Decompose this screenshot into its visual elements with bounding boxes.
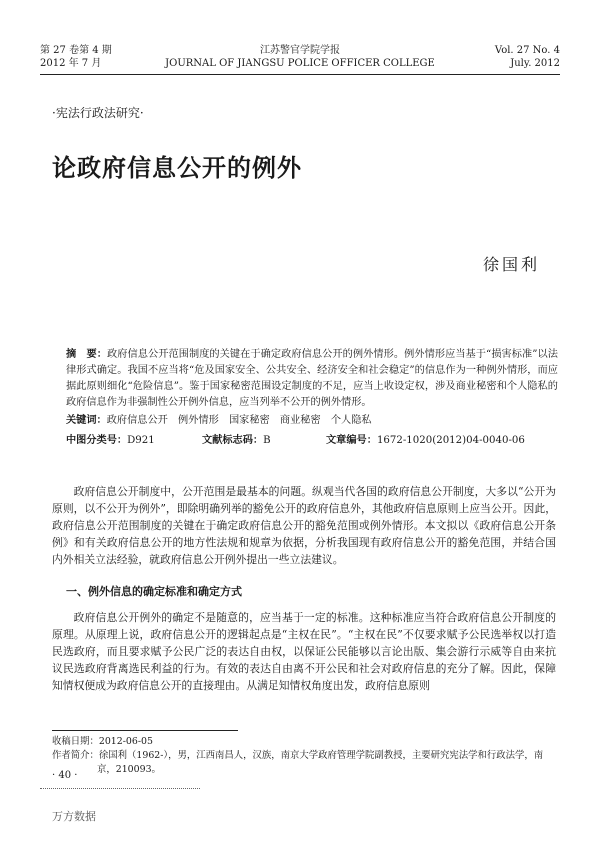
header-date-cn: 2012 年 7 月	[40, 58, 102, 69]
footnote-author-bio	[52, 749, 562, 777]
page-bottom-rule	[40, 788, 200, 789]
footnote-received: 收稿日期：2012-06-05	[52, 736, 153, 747]
header-vol-issue-cn: 第 27 卷第 4 期	[40, 45, 112, 56]
abstract-text: 政府信息公开范围制度的关键在于确定政府信息公开的例外情形。例外情形应当基于“损害标准”以法律形式确定。我国不应当将“危及国家安全、公共安全、经济安全和社会稳定”的信息作为一种例外情形，而应据此原则细化“危险信息”。鉴于国家秘密范围设定制度的不足，应当上收设定权，涉及商业秘密和个人隐私的政府信息作为非强制性公开例外信息，应当列举不公开的例外情形。	[66, 349, 558, 408]
header-journal-cn: 江苏警官学院学报	[260, 45, 340, 56]
doc-label: 文献标志码：	[202, 434, 264, 446]
abstract-label: 摘 要：	[66, 348, 107, 360]
intro-paragraph: 政府信息公开制度中，公开范围是最基本的问题。纵观当代各国的政府信息公开制度，大多以“公开为原则，以不公开为例外”，即除明确列举的豁免公开的政府信息外，其他政府信息原则上应当公开。因此，政府信息公开范围制度的关键在于确定政府信息公开的豁免范围或例外情形。本文拟以《政府信息公开条例》和有关政府信息公开的地方性法规和规章为依据，分析我国现有政府信息公开的豁免范围，并结合国内外相关立法经验，就政府信息公开例外提出一些立法建议。	[52, 485, 556, 566]
bio-line2: 京，210093。	[97, 764, 161, 775]
watermark: 万方数据	[52, 810, 96, 823]
column-label: ·宪法行政法研究·	[52, 106, 144, 120]
header-center	[40, 44, 560, 70]
bio-label: 作者简介：	[52, 750, 99, 761]
header-journal-en: JOURNAL OF JIANGSU POLICE OFFICER COLLEGE	[165, 58, 435, 69]
article-title: 论政府信息公开的例外	[52, 154, 302, 182]
bio-line1: 徐国利（1962-），男，江西南昌人，汉族，南京大学政府管理学院副教授，主要研究宪法学和行政法学，南	[98, 750, 544, 761]
article-label: 文章编号：	[326, 434, 377, 446]
clc-value: D921	[127, 435, 155, 446]
article-value: 1672-1020(2012)04-0040-06	[376, 435, 525, 446]
document-code	[202, 431, 326, 446]
section-heading: 一、例外信息的确定标准和确定方式	[66, 585, 242, 598]
clc-label: 中图分类号：	[66, 434, 128, 446]
header-right	[495, 44, 560, 70]
header-date-en: July. 2012	[510, 58, 560, 69]
header-vol-issue-en: Vol. 27 No. 4	[494, 45, 560, 56]
article-number	[326, 431, 525, 446]
doc-value: B	[263, 435, 271, 446]
classification-line	[66, 431, 566, 446]
section-paragraph: 政府信息公开例外的确定不是随意的，应当基于一定的标准。这种标准应当符合政府信息公开制度的原理。从原理上说，政府信息公开的逻辑起点是“主权在民”。“主权在民”不仅要求赋予公民选举权以打造民选政府，而且要求赋予公民广泛的表达自由权，以保证公民能够以言论出版、集会游行示威等自由来抗议民选政府背离选民利益的行为。有效的表达自由离不开公民和社会对政府信息的充分了解。因此，保障知情权便成为政府信息公开的直接理由。从满足知情权角度出发，政府信息原则	[52, 611, 556, 692]
page-number: · 40 ·	[52, 770, 78, 781]
author-name: 徐国利	[483, 255, 541, 274]
header-divider	[40, 74, 560, 75]
abstract	[66, 346, 558, 411]
keywords-text: 政府信息公开 例外情形 国家秘密 商业秘密 个人隐私	[106, 415, 372, 426]
clc-code	[66, 431, 202, 446]
keywords	[66, 411, 372, 426]
keywords-label: 关键词：	[66, 414, 107, 426]
footnote-divider	[52, 730, 238, 731]
